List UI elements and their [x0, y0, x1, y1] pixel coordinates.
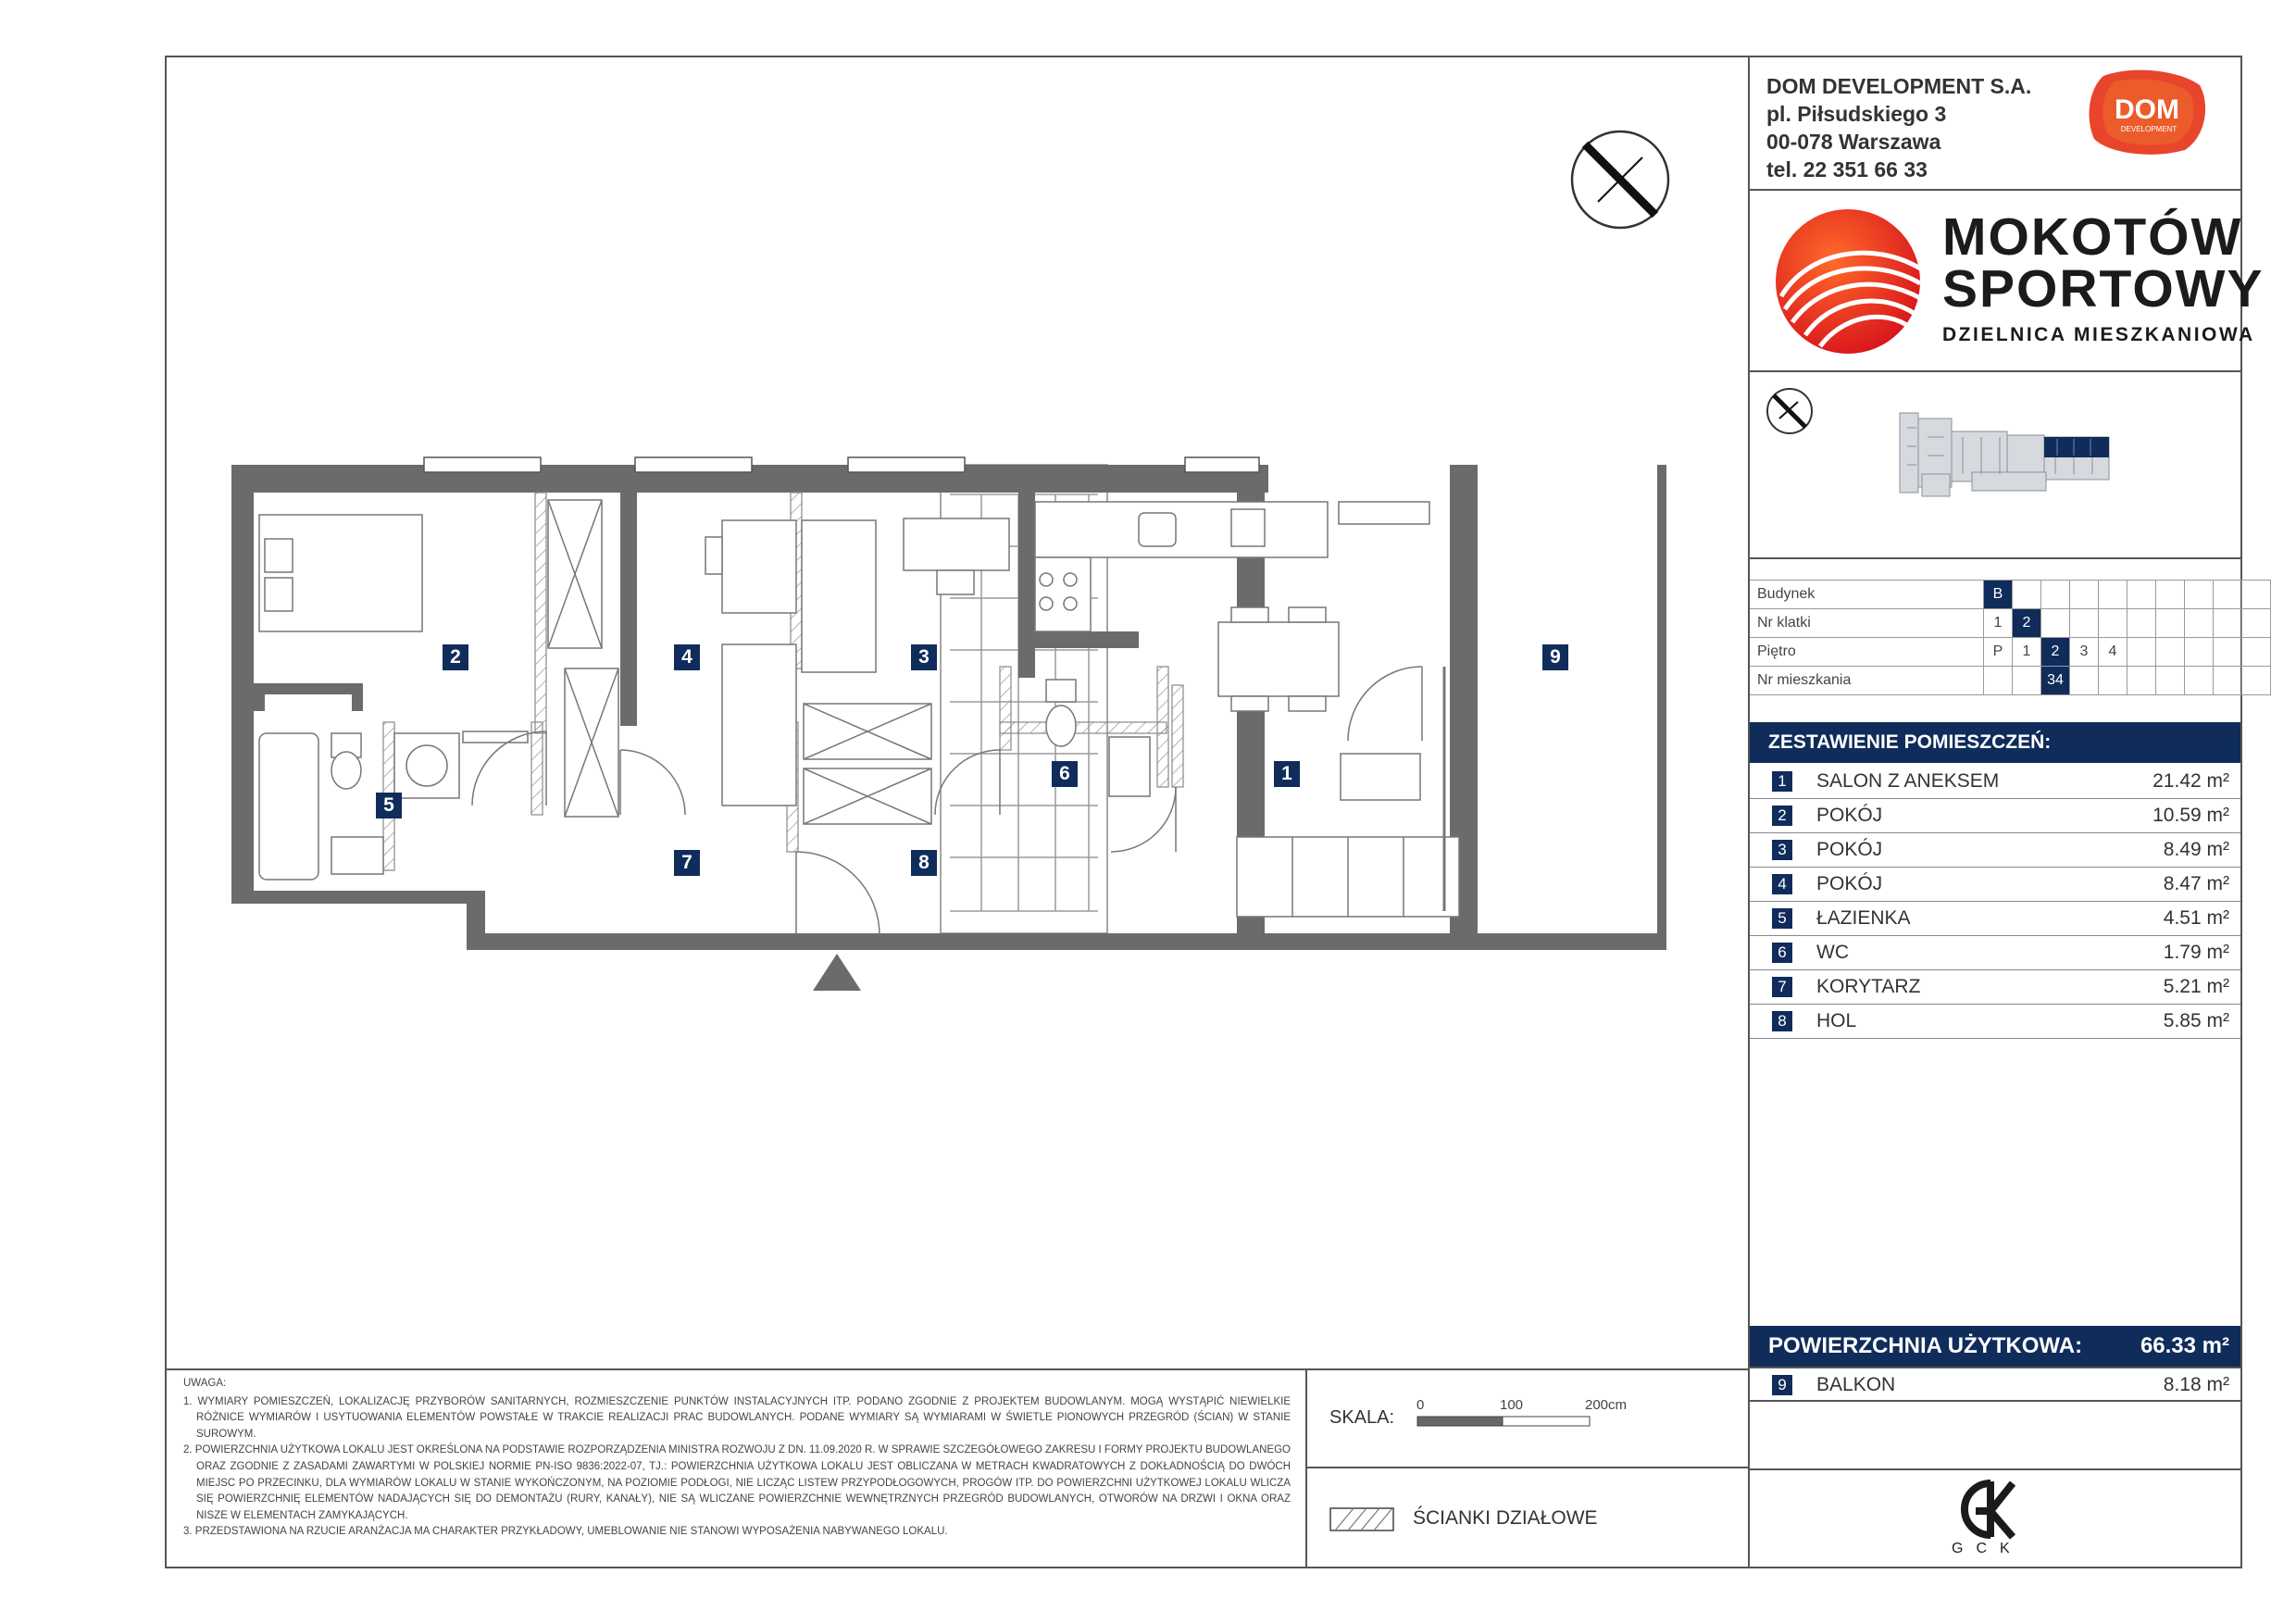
dom-logo-text: DOM [2115, 94, 2179, 125]
compass-small-icon [1767, 389, 1812, 433]
brand-title [1942, 207, 2265, 319]
room-area: 10.59 m² [2152, 805, 2229, 826]
room-area: 8.18 m² [2163, 1374, 2229, 1395]
apartment-cell [2214, 667, 2242, 695]
company-phone: tel. 22 351 66 33 [1766, 157, 1928, 181]
floor-cell: 3 [2070, 638, 2099, 667]
apartment-cell [2242, 667, 2271, 695]
room-name: POKÓJ [1816, 805, 1883, 826]
company-name: DOM DEVELOPMENT S.A. [1766, 74, 2032, 98]
room-name: POKÓJ [1816, 839, 1883, 860]
separator [1748, 1468, 2242, 1470]
location-row-floor [1750, 638, 2271, 667]
brand-subtitle: DZIELNICA MIESZKANIOWA [1942, 324, 2255, 345]
separator [1305, 1467, 1750, 1468]
building-cell [2242, 581, 2271, 609]
location-table [1750, 580, 2271, 695]
room-row [1750, 868, 2240, 902]
compass-icon [1566, 126, 1674, 233]
apartment-cell [2099, 667, 2128, 695]
room-number: 6 [1772, 943, 1792, 963]
plan-room-label: 7 [674, 850, 700, 876]
plan-room-label: 5 [376, 793, 402, 818]
room-name: KORYTARZ [1816, 976, 1921, 997]
stair-cell [2041, 609, 2070, 638]
room-row [1750, 902, 2240, 936]
key-plan-apartment-highlight [2044, 437, 2109, 457]
stair-cell [2156, 609, 2185, 638]
gck-letters: GCK [1952, 1541, 2023, 1556]
floor-cell [2242, 638, 2271, 667]
apartment-cell [2128, 667, 2156, 695]
stair-cell: 1 [1984, 609, 2013, 638]
company-info [1766, 72, 2031, 183]
usable-area-total [1750, 1326, 2240, 1367]
apartment-cell [1984, 667, 2013, 695]
stair-cell [2128, 609, 2156, 638]
apartment-cell: 34 [2041, 667, 2070, 695]
company-address-city: 00-078 Warszawa [1766, 130, 1941, 154]
room-number: 5 [1772, 908, 1792, 929]
notes-block [183, 1376, 1291, 1541]
separator [1305, 1368, 1307, 1568]
stair-cell [2185, 609, 2214, 638]
room-row [1750, 799, 2240, 833]
plan-room-label: 1 [1274, 761, 1300, 787]
brand-title-line2: SPORTOWY [1942, 259, 2265, 319]
stair-cell [2214, 609, 2242, 638]
balcony-row [1750, 1368, 2240, 1402]
building-label: Budynek [1750, 581, 1984, 609]
room-name: ŁAZIENKA [1816, 907, 1911, 929]
apartment-cell [2070, 667, 2099, 695]
room-area: 8.49 m² [2163, 839, 2229, 860]
room-number: 9 [1772, 1375, 1792, 1395]
room-name: WC [1816, 942, 1849, 963]
floor-label: Piętro [1750, 638, 1984, 667]
sofa [1237, 754, 1459, 917]
scale-tick-100: 100 [1500, 1397, 1524, 1413]
floor-plan [222, 454, 1666, 1009]
separator [165, 1368, 1750, 1370]
usable-area-label: POWIERZCHNIA UŻYTKOWA: [1768, 1333, 2083, 1358]
room-number: 2 [1772, 806, 1792, 826]
building-cell [2214, 581, 2242, 609]
room-row [1750, 936, 2240, 970]
building-cell [2099, 581, 2128, 609]
room-area: 5.21 m² [2163, 976, 2229, 997]
building-cell [2041, 581, 2070, 609]
scale-label: SKALA: [1329, 1407, 1395, 1428]
separator [1748, 189, 2242, 191]
room-number: 7 [1772, 977, 1792, 997]
building-cell [2013, 581, 2041, 609]
scale-tick-200: 200cm [1585, 1397, 1628, 1413]
note-item: 1. WYMIARY POMIESZCZEŃ, LOKALIZACJĘ PRZYBORÓW SANITARNYCH, ROZMIESZCZENIE PUNKTÓW INSTALACYJNYCH ITP. PODANO ZGODNIE Z PROJEKTEM BUDOWLANYM. MOGĄ WYSTĄPIĆ NIEWIELKIE RÓŻNICE WYMIARÓW I USYTUOWANIA ELEMENTÓW POWSTAŁE W TRAKCIE REALIZACJI PRAC BUDOWLANYCH. PODANE WYMIARY SĄ WYMIARAMI W ŚWIETLE PIONOWYCH PRZEGRÓD (ŚCIAN) W STANIE SUROWYM. [183, 1395, 1291, 1440]
floor-cell: 1 [2013, 638, 2041, 667]
room-area: 8.47 m² [2163, 873, 2229, 894]
scale-bar [1416, 1415, 1592, 1428]
room-number: 1 [1772, 771, 1792, 792]
room-row [1750, 833, 2240, 868]
room-row [1750, 970, 2240, 1005]
entrance-marker-icon [813, 954, 861, 991]
floor-cell [2156, 638, 2185, 667]
brand-title-line1: MOKOTÓW [1942, 207, 2243, 267]
partition-walls-legend-icon [1329, 1507, 1394, 1531]
floor-cell [2185, 638, 2214, 667]
rooms-header: ZESTAWIENIE POMIESZCZEŃ: [1750, 722, 2240, 763]
plan-room-label: 3 [911, 644, 937, 670]
stair-cell [2099, 609, 2128, 638]
stair-cell [2070, 609, 2099, 638]
floor-cell [2128, 638, 2156, 667]
floor-cell: 4 [2099, 638, 2128, 667]
plan-room-label: 2 [443, 644, 468, 670]
room-area: 4.51 m² [2163, 907, 2229, 929]
plan-room-label: 9 [1542, 644, 1568, 670]
plan-room-label: 8 [911, 850, 937, 876]
room-row [1750, 765, 2240, 799]
mokotow-sportowy-emblem [1772, 207, 1924, 356]
room-area: 5.85 m² [2163, 1010, 2229, 1031]
location-row-stair [1750, 609, 2271, 638]
room-area: 21.42 m² [2152, 770, 2229, 792]
room-name: BALKON [1816, 1374, 1896, 1395]
company-address-street: pl. Piłsudskiego 3 [1766, 102, 1947, 126]
building-cell [2185, 581, 2214, 609]
key-plan [1759, 381, 2129, 520]
scale-tick-0: 0 [1416, 1397, 1425, 1413]
floor-cell: 2 [2041, 638, 2070, 667]
separator [1748, 557, 2242, 559]
dom-logo-subtext: DEVELOPMENT [2120, 125, 2177, 133]
floor-cell [2214, 638, 2242, 667]
room-name: POKÓJ [1816, 873, 1883, 894]
dining-set [1218, 607, 1339, 711]
stair-cell: 2 [2013, 609, 2041, 638]
apartment-cell [2185, 667, 2214, 695]
room-number: 3 [1772, 840, 1792, 860]
room-row [1750, 1005, 2240, 1039]
room-area: 1.79 m² [2163, 942, 2229, 963]
room-number: 8 [1772, 1011, 1792, 1031]
separator [1748, 370, 2242, 372]
stair-cell [2242, 609, 2271, 638]
room-number: 4 [1772, 874, 1792, 894]
apartment-label: Nr mieszkania [1750, 667, 1984, 695]
room-name: HOL [1816, 1010, 1857, 1031]
usable-area-value: 66.33 m² [2140, 1333, 2229, 1358]
stair-label: Nr klatki [1750, 609, 1984, 638]
building-cell: B [1984, 581, 2013, 609]
plan-room-label: 4 [674, 644, 700, 670]
dom-development-logo [2087, 69, 2207, 156]
building-cell [2128, 581, 2156, 609]
notes-title: UWAGA: [183, 1378, 227, 1389]
location-row-apartment [1750, 667, 2271, 695]
note-item: 3. PRZEDSTAWIONA NA RZUCIE ARANŻACJA MA CHARAKTER PRZYKŁADOWY, UMEBLOWANIE NIE STANOWI WYPOSAŻENIA NABYWANEGO LOKALU. [183, 1526, 948, 1538]
plan-room-label: 6 [1052, 761, 1078, 787]
location-row-building [1750, 581, 2271, 609]
apartment-cell [2156, 667, 2185, 695]
building-cell [2070, 581, 2099, 609]
building-cell [2156, 581, 2185, 609]
room-name: SALON Z ANEKSEM [1816, 770, 2000, 792]
apartment-cell [2013, 667, 2041, 695]
note-item: 2. POWIERZCHNIA UŻYTKOWA LOKALU JEST OKREŚLONA NA PODSTAWIE ROZPORZĄDZENIA MINISTRA ROZWOJU Z DN. 11.09.2020 R. W SPRAWIE SZCZEGÓŁOWEGO ZAKRESU I FORMY PROJEKTU BUDOWLANEGO ORAZ ZGODNIE Z ZASADAMI ZAWARTYMI W POLSKIEJ NORMIE PN-ISO 9836:2022-07, TJ.: POWIERZCHNIA UŻYTKOWA LOKALU JEST OBLICZANA W METRACH KWADRATOWYCH Z DOKŁADNOŚCIĄ DO DWÓCH MIEJSC PO PRZECINKU, DLA WYMIARÓW LOKALU W STANIE WYKOŃCZONYM, NA POZIOMIE PODŁOGI, NIE LICZĄC LISTEW PRZYPODŁOGOWYCH, PROGÓW ITP. DO POWIERZCHNI UŻYTKOWEJ LOKALU WLICZA SIĘ POWIERZCHNIĘ ELEMENTÓW NADAJĄCYCH SIĘ DO DEMONTAŻU (RURY, KANAŁY), NIE SĄ WLICZANE POWIERZCHNIE WEWNĘTRZNYCH PRZEGRÓD BUDOWLANYCH, OTWORÓW NA DRZWI I OKNA ORAZ NISZE W ELEMENTACH ZAMYKAJĄCYCH. [183, 1444, 1291, 1521]
floor-cell: P [1984, 638, 2013, 667]
partition-walls-legend-label: ŚCIANKI DZIAŁOWE [1413, 1507, 1598, 1529]
